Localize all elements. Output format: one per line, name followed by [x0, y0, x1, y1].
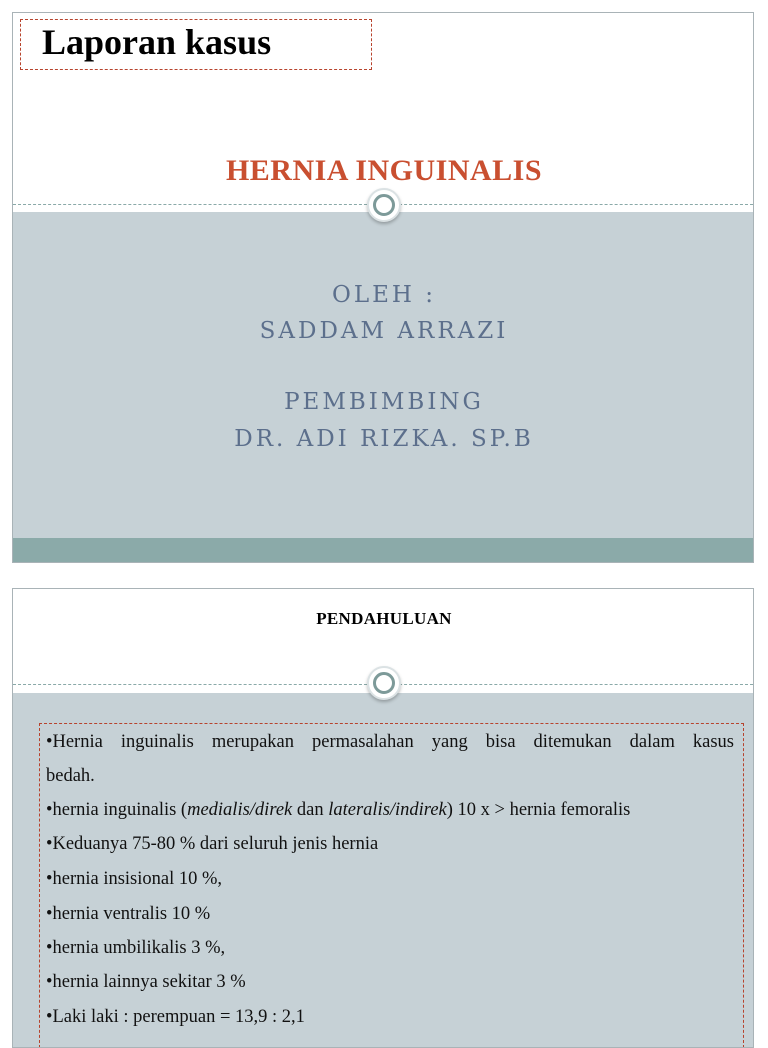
bullet-line: bedah.	[46, 766, 95, 786]
section-title: PENDAHULUAN	[316, 609, 452, 628]
ring-ornament-icon	[367, 666, 401, 700]
bullet-italic-term: medialis/direk	[187, 800, 293, 820]
bullet-line: •hernia ventralis 10 %	[46, 904, 211, 924]
bullet-text: dan	[292, 800, 329, 820]
subtitle-band	[13, 212, 753, 538]
slide-title	[12, 12, 754, 563]
bullet-text: •hernia inguinalis (	[46, 800, 188, 820]
bullet-line: •hernia insisional 10 %,	[46, 869, 223, 889]
bullet-line: •Keduanya 75-80 % dari seluruh jenis hernia	[46, 834, 379, 854]
bullet-text: ) 10 x > hernia femoralis	[446, 800, 631, 820]
supervisor-label: PEMBIMBING	[284, 389, 484, 415]
footer-strip	[13, 538, 753, 563]
ring-ornament-icon	[367, 188, 401, 222]
slide-introduction	[12, 588, 754, 1048]
author-label: OLEH :	[331, 282, 437, 308]
bullet-line: •hernia lainnya sekitar 3 %	[46, 972, 246, 992]
main-title: HERNIA INGUINALIS	[225, 154, 543, 187]
bullet-line	[46, 799, 734, 821]
author-name: SADDAM ARRAZI	[259, 318, 509, 344]
bullet-line: •hernia umbilikalis 3 %,	[46, 938, 226, 958]
bullet-line: •Laki laki : perempuan = 13,9 : 2,1	[46, 1007, 305, 1027]
doc-title: Laporan kasus	[42, 22, 272, 62]
bullet-line: •Hernia inguinalis merupakan permasalahan yang bisa ditemukan dalam kasus	[46, 732, 734, 752]
supervisor-name: DR. ADI RIZKA. SP.B	[234, 426, 534, 452]
bullet-italic-term: lateralis/indirek	[328, 800, 447, 820]
